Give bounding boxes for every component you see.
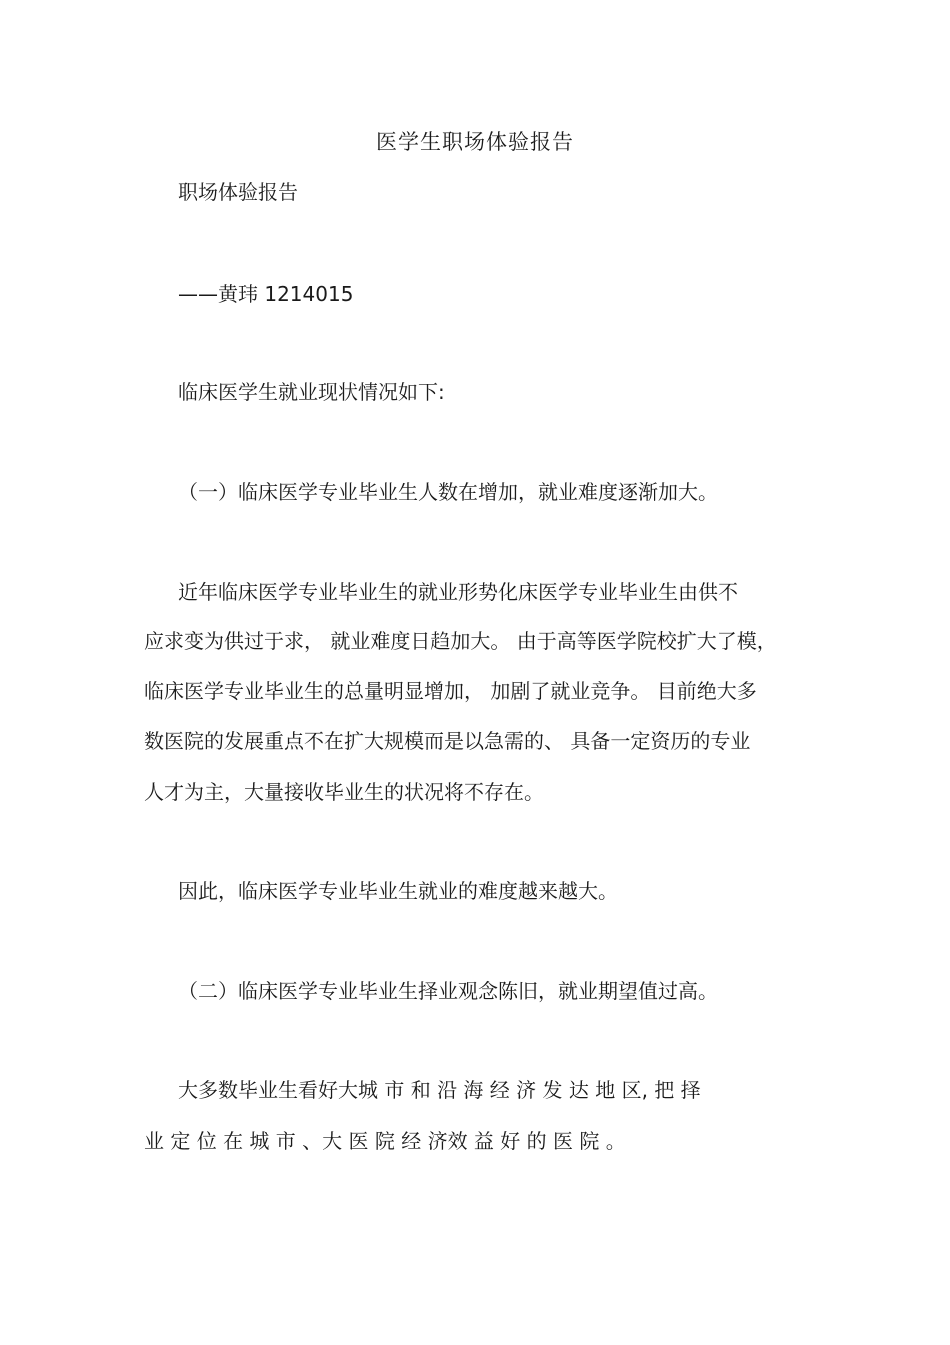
section-heading-2: （二）临床医学专业毕业生择业观念陈旧，就业期望值过高。 [178, 979, 718, 1003]
author-line: ——黄玮 1214015 [178, 282, 354, 306]
paragraph-line: 因此，临床医学专业毕业生就业的难度越来越大。 [178, 879, 618, 903]
paragraph-line: 数医院的发展重点不在扩大规模而是以急需的、 具备一定资历的专业 [144, 729, 751, 753]
subtitle: 职场体验报告 [178, 180, 298, 204]
paragraph-line: 应求变为供过于求， 就业难度日趋加大。 由于高等医学院校扩大了模， [144, 629, 777, 653]
paragraph-line: 近年临床医学专业毕业生的就业形势化床医学专业毕业生由供不 [178, 580, 738, 604]
section-intro: 临床医学生就业现状情况如下: [178, 380, 445, 404]
paragraph-line: 临床医学专业毕业生的总量明显增加， 加剧了就业竞争。 目前绝大多 [144, 679, 757, 703]
document-title: 医学生职场体验报告 [376, 130, 574, 154]
paragraph-line: 业 定 位 在 城 市 、大 医 院 经 济效 益 好 的 医 院 。 [144, 1129, 626, 1153]
section-heading-1: （一）临床医学专业毕业生人数在增加，就业难度逐渐加大。 [178, 480, 718, 504]
paragraph-line: 大多数毕业生看好大城 市 和 沿 海 经 济 发 达 地 区, 把 择 [178, 1078, 701, 1102]
paragraph-line: 人才为主，大量接收毕业生的状况将不存在。 [144, 780, 544, 804]
